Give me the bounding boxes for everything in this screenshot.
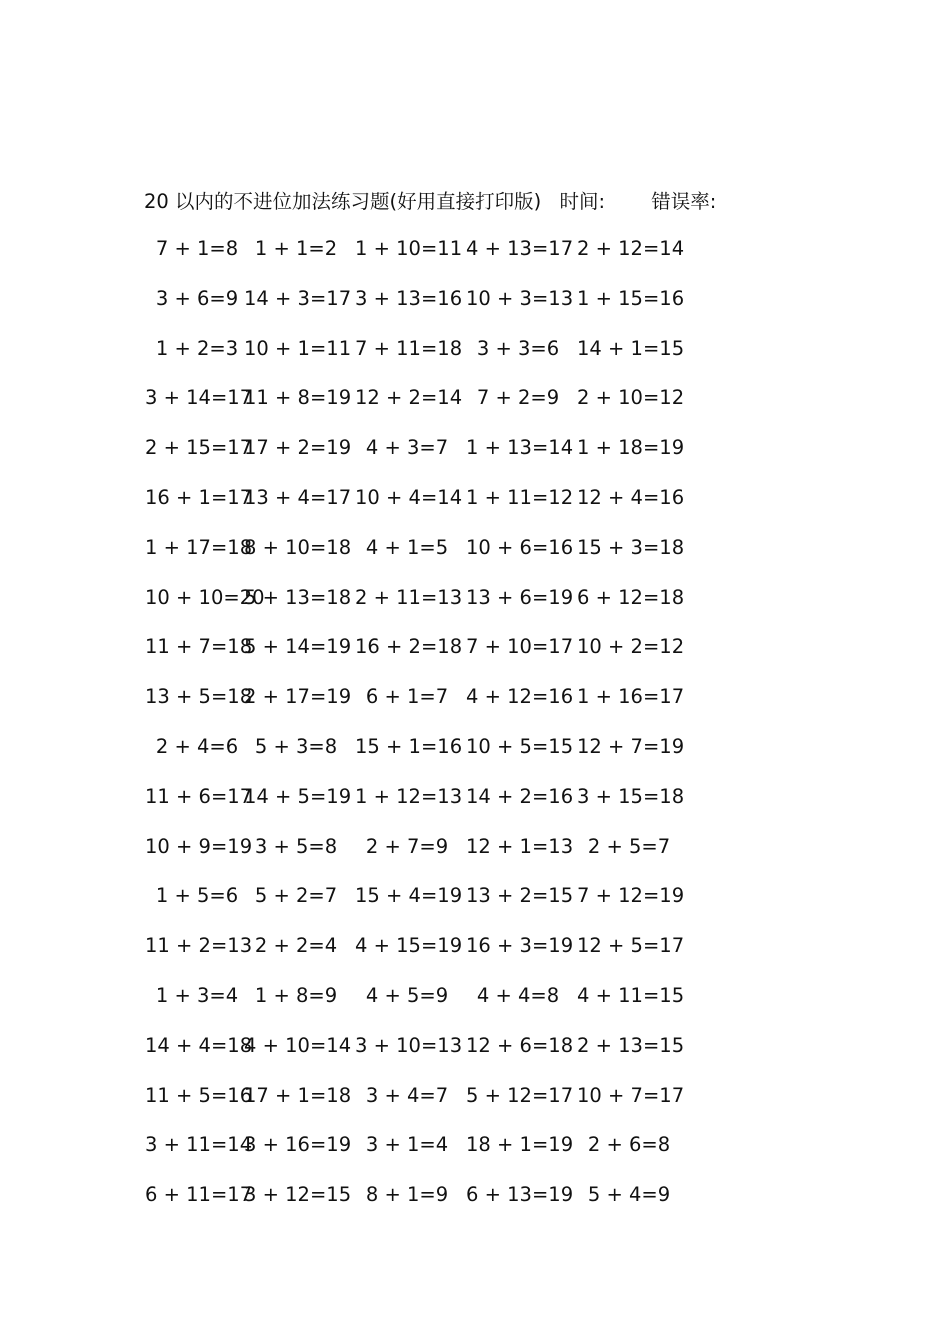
addition-problem: 1 + 10=11 xyxy=(355,237,463,260)
error-rate-label: 错误率: xyxy=(651,190,717,213)
addition-problem: 6 + 11=17 xyxy=(145,1183,253,1207)
addition-problem: 3 + 15=18 xyxy=(577,784,685,808)
addition-problem: 3 + 14=17 xyxy=(145,386,253,410)
addition-problem: 3 + 11=14 xyxy=(145,1133,253,1157)
addition-problem: 2 + 11=13 xyxy=(355,585,463,609)
addition-problem: 4 + 4=8 xyxy=(476,984,560,1007)
addition-problem: 18 + 1=19 xyxy=(466,1133,574,1157)
addition-problem: 1 + 2=3 xyxy=(155,336,239,360)
addition-problem: 3 + 4=7 xyxy=(365,1083,449,1107)
addition-problem: 12 + 4=16 xyxy=(577,486,685,509)
addition-problem: 3 + 12=15 xyxy=(244,1183,352,1207)
addition-problem: 6 + 1=7 xyxy=(365,685,449,709)
addition-problem: 7 + 10=17 xyxy=(466,635,574,659)
addition-problem: 13 + 2=15 xyxy=(466,884,574,908)
addition-problem: 14 + 5=19 xyxy=(244,784,352,808)
addition-problem: 12 + 5=17 xyxy=(577,934,685,958)
addition-problem: 16 + 2=18 xyxy=(355,635,463,659)
addition-problem: 10 + 7=17 xyxy=(577,1083,685,1107)
addition-problem: 7 + 2=9 xyxy=(476,386,560,410)
addition-problem: 5 + 12=17 xyxy=(466,1083,574,1107)
problem-row xyxy=(0,284,950,314)
problem-row xyxy=(0,533,950,563)
addition-problem: 10 + 3=13 xyxy=(466,286,574,310)
addition-problem: 2 + 5=7 xyxy=(587,834,671,858)
addition-problem: 1 + 12=13 xyxy=(355,784,463,808)
addition-problem: 5 + 14=19 xyxy=(244,635,352,659)
problem-row xyxy=(0,732,950,762)
addition-problem: 11 + 6=17 xyxy=(145,784,253,808)
problem-row xyxy=(0,383,950,413)
addition-problem: 14 + 4=18 xyxy=(145,1033,253,1057)
addition-problem: 2 + 2=4 xyxy=(254,934,338,958)
addition-problem: 7 + 12=19 xyxy=(577,884,685,908)
addition-problem: 4 + 15=19 xyxy=(355,934,463,958)
problem-row xyxy=(0,583,950,613)
problem-row xyxy=(0,1130,950,1160)
addition-problem: 1 + 3=4 xyxy=(155,984,239,1007)
addition-problem: 2 + 6=8 xyxy=(587,1133,671,1157)
addition-problem: 15 + 1=16 xyxy=(355,735,463,758)
problem-row xyxy=(0,234,950,264)
addition-problem: 2 + 4=6 xyxy=(155,735,239,758)
addition-problem: 16 + 1=17 xyxy=(145,486,253,509)
problem-row xyxy=(0,632,950,662)
addition-problem: 1 + 16=17 xyxy=(577,685,685,709)
addition-problem: 1 + 13=14 xyxy=(466,436,574,460)
addition-problem: 4 + 3=7 xyxy=(365,436,449,460)
addition-problem: 4 + 10=14 xyxy=(244,1033,352,1057)
problem-row xyxy=(0,1180,950,1210)
addition-problem: 1 + 5=6 xyxy=(155,884,239,908)
addition-problem: 10 + 5=15 xyxy=(466,735,574,758)
addition-problem: 10 + 6=16 xyxy=(466,535,574,559)
addition-problem: 3 + 13=16 xyxy=(355,286,463,310)
problem-row xyxy=(0,433,950,463)
addition-problem: 13 + 6=19 xyxy=(466,585,574,609)
addition-problem: 4 + 12=16 xyxy=(466,685,574,709)
addition-problem: 10 + 2=12 xyxy=(577,635,685,659)
addition-problem: 13 + 5=18 xyxy=(145,685,253,709)
addition-problem: 10 + 10=20 xyxy=(145,585,265,609)
addition-problem: 11 + 8=19 xyxy=(244,386,352,410)
problem-row xyxy=(0,1031,950,1061)
addition-problem: 12 + 6=18 xyxy=(466,1033,574,1057)
problem-row xyxy=(0,881,950,911)
addition-problem: 17 + 2=19 xyxy=(244,436,352,460)
addition-problem: 2 + 15=17 xyxy=(145,436,253,460)
addition-problem: 1 + 8=9 xyxy=(254,984,338,1007)
addition-problem: 1 + 1=2 xyxy=(254,237,338,260)
addition-problem: 17 + 1=18 xyxy=(244,1083,352,1107)
problem-row xyxy=(0,483,950,513)
addition-problem: 3 + 10=13 xyxy=(355,1033,463,1057)
addition-problem: 12 + 2=14 xyxy=(355,386,463,410)
addition-problem: 5 + 13=18 xyxy=(244,585,352,609)
addition-problem: 15 + 3=18 xyxy=(577,535,685,559)
problem-row xyxy=(0,682,950,712)
addition-problem: 6 + 12=18 xyxy=(577,585,685,609)
addition-problem: 1 + 18=19 xyxy=(577,436,685,460)
addition-problem: 3 + 3=6 xyxy=(476,336,560,360)
addition-problem: 2 + 17=19 xyxy=(244,685,352,709)
addition-problem: 5 + 4=9 xyxy=(587,1183,671,1207)
addition-problem: 3 + 16=19 xyxy=(244,1133,352,1157)
worksheet-title: 20 以内的不进位加法练习题(好用直接打印版) xyxy=(144,190,542,213)
addition-problem: 2 + 13=15 xyxy=(577,1033,685,1057)
addition-problem: 1 + 17=18 xyxy=(145,535,253,559)
addition-problem: 2 + 7=9 xyxy=(365,834,449,858)
addition-problem: 11 + 5=16 xyxy=(145,1083,253,1107)
worksheet-header xyxy=(144,186,716,214)
addition-problem: 14 + 3=17 xyxy=(244,286,352,310)
addition-problem: 14 + 1=15 xyxy=(577,336,685,360)
addition-problem: 3 + 6=9 xyxy=(155,286,239,310)
addition-problem: 1 + 11=12 xyxy=(466,486,574,509)
addition-problem: 12 + 7=19 xyxy=(577,735,685,758)
addition-problem: 8 + 1=9 xyxy=(365,1183,449,1207)
addition-problem: 7 + 1=8 xyxy=(155,237,239,260)
time-label: 时间: xyxy=(559,190,606,213)
addition-problem: 7 + 11=18 xyxy=(355,336,463,360)
problem-row xyxy=(0,931,950,961)
problem-row xyxy=(0,1081,950,1111)
addition-problem: 2 + 10=12 xyxy=(577,386,685,410)
addition-problem: 1 + 15=16 xyxy=(577,286,685,310)
problem-row xyxy=(0,981,950,1011)
addition-problem: 8 + 10=18 xyxy=(244,535,352,559)
problem-row xyxy=(0,782,950,812)
addition-problem: 11 + 7=18 xyxy=(145,635,253,659)
addition-problem: 5 + 3=8 xyxy=(254,735,338,758)
addition-problem: 4 + 13=17 xyxy=(466,237,574,260)
addition-problem: 10 + 1=11 xyxy=(244,336,352,360)
addition-problem: 13 + 4=17 xyxy=(244,486,352,509)
addition-problem: 3 + 5=8 xyxy=(254,834,338,858)
addition-problem: 10 + 4=14 xyxy=(355,486,463,509)
problem-row xyxy=(0,832,950,862)
addition-problem: 6 + 13=19 xyxy=(466,1183,574,1207)
addition-problem: 2 + 12=14 xyxy=(577,237,685,260)
addition-problem: 10 + 9=19 xyxy=(145,834,253,858)
addition-problem: 16 + 3=19 xyxy=(466,934,574,958)
addition-problem: 4 + 5=9 xyxy=(365,984,449,1007)
addition-problem: 4 + 1=5 xyxy=(365,535,449,559)
addition-problem: 11 + 2=13 xyxy=(145,934,253,958)
problem-row xyxy=(0,334,950,364)
addition-problem: 15 + 4=19 xyxy=(355,884,463,908)
addition-problem: 14 + 2=16 xyxy=(466,784,574,808)
addition-problem: 4 + 11=15 xyxy=(577,984,685,1007)
addition-problem: 12 + 1=13 xyxy=(466,834,574,858)
addition-problem: 3 + 1=4 xyxy=(365,1133,449,1157)
addition-problem: 5 + 2=7 xyxy=(254,884,338,908)
